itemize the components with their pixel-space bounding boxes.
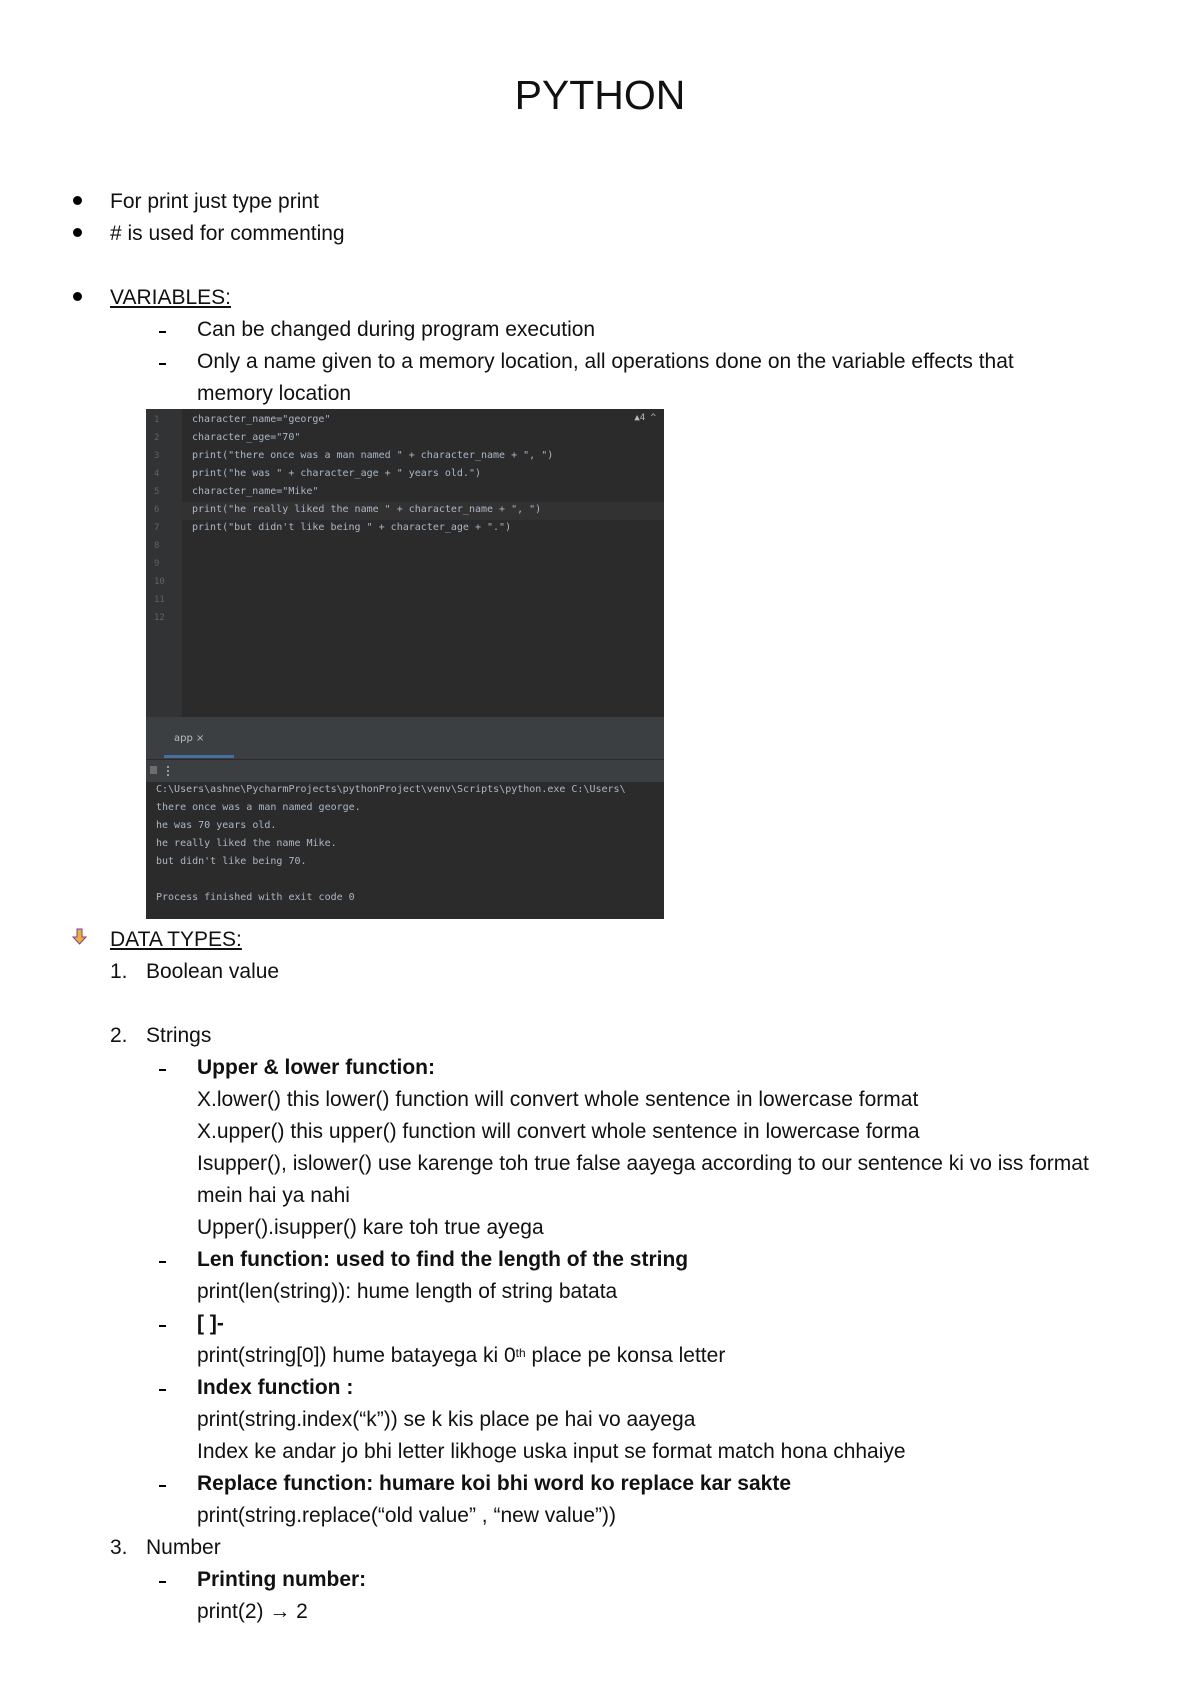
code-editor bbox=[146, 409, 664, 717]
bullet-dot bbox=[73, 228, 82, 237]
arrow-bullet-icon bbox=[72, 928, 92, 946]
dash-marker bbox=[159, 1325, 166, 1327]
run-toolbar-icons[interactable] bbox=[146, 760, 176, 780]
line-gutter bbox=[146, 409, 182, 717]
code-line: print("he really liked the name " + character_name + ", ") bbox=[192, 504, 542, 515]
dash-marker bbox=[159, 1261, 166, 1263]
upper-lower-heading: Upper & lower function: bbox=[197, 1056, 435, 1079]
len-heading: Len function: used to find the length of the string bbox=[197, 1248, 689, 1271]
run-console bbox=[146, 782, 664, 919]
code-line: character_age="70" bbox=[192, 432, 301, 443]
list-number: 2. bbox=[110, 1024, 128, 1047]
data-type-number: Number bbox=[146, 1536, 221, 1559]
line-number: 3 bbox=[154, 451, 160, 461]
code-line: print("but didn't like being " + character_age + ".") bbox=[192, 522, 512, 533]
console-line: C:\Users\ashne\PycharmProjects\pythonProject\venv\Scripts\python.exe C:\Users\ bbox=[156, 784, 626, 795]
variables-item-2: Only a name given to a memory location, all operations done on the variable effects that bbox=[197, 350, 1014, 373]
dash-marker bbox=[159, 363, 166, 365]
variables-item-2-cont: memory location bbox=[197, 382, 352, 405]
console-line: he really liked the name Mike. bbox=[156, 838, 337, 849]
code-line: print("there once was a man named " + character_name + ", ") bbox=[192, 450, 554, 461]
bracket-line-text: print(string[0]) hume batayega ki 0 bbox=[197, 1344, 516, 1367]
upper-lower-line: Upper().isupper() kare toh true ayega bbox=[197, 1216, 544, 1239]
line-number: 5 bbox=[154, 487, 160, 497]
upper-lower-line: Isupper(), islower() use karenge toh true false aayega according to our sentence ki vo iss format bbox=[197, 1152, 1089, 1175]
upper-lower-line: mein hai ya nahi bbox=[197, 1184, 350, 1207]
bracket-line-text-end: place pe konsa letter bbox=[525, 1344, 726, 1367]
replace-heading: Replace function: humare koi bhi word ko replace kar sakte bbox=[197, 1472, 792, 1495]
line-number: 11 bbox=[154, 595, 165, 605]
dash-marker bbox=[159, 1485, 166, 1487]
active-tab-indicator bbox=[164, 755, 234, 758]
list-number: 1. bbox=[110, 960, 128, 983]
index-heading: Index function : bbox=[197, 1376, 354, 1399]
line-number: 9 bbox=[154, 559, 160, 569]
stop-icon[interactable] bbox=[150, 766, 157, 774]
console-line: but didn't like being 70. bbox=[156, 856, 307, 867]
bullet-comment: # is used for commenting bbox=[110, 222, 345, 245]
warning-indicator[interactable]: ▲4 ^ bbox=[634, 413, 656, 423]
data-type-strings: Strings bbox=[146, 1024, 212, 1047]
code-line: character_name="george" bbox=[192, 414, 331, 425]
bullet-dot bbox=[73, 292, 82, 301]
dash-marker bbox=[159, 1581, 166, 1583]
code-line: character_name="Mike" bbox=[192, 486, 319, 497]
line-number: 7 bbox=[154, 523, 160, 533]
console-line: he was 70 years old. bbox=[156, 820, 277, 831]
code-line: print("he was " + character_age + " years old.") bbox=[192, 468, 481, 479]
list-number: 3. bbox=[110, 1536, 128, 1559]
run-tab-bar bbox=[146, 723, 664, 759]
index-line: print(string.index(“k”)) se k kis place pe hai vo aayega bbox=[197, 1408, 696, 1431]
bracket-line bbox=[197, 1344, 725, 1368]
line-number: 12 bbox=[154, 613, 165, 623]
line-number: 4 bbox=[154, 469, 160, 479]
variables-item-1: Can be changed during program execution bbox=[197, 318, 596, 341]
upper-lower-line: X.lower() this lower() function will convert whole sentence in lowercase format bbox=[197, 1088, 919, 1111]
bullet-print: For print just type print bbox=[110, 190, 319, 213]
ide-screenshot bbox=[146, 409, 664, 919]
more-icon[interactable] bbox=[167, 766, 169, 768]
upper-lower-line: X.upper() this upper() function will convert whole sentence in lowercase forma bbox=[197, 1120, 920, 1143]
data-type-boolean: Boolean value bbox=[146, 960, 280, 983]
printing-number-heading: Printing number: bbox=[197, 1568, 367, 1591]
ordinal-suffix: th bbox=[515, 1346, 526, 1360]
dash-marker bbox=[159, 331, 166, 333]
page-title: PYTHON bbox=[514, 72, 686, 118]
line-number: 1 bbox=[154, 415, 160, 425]
dash-marker bbox=[159, 1389, 166, 1391]
printing-number-line: print(2) → 2 bbox=[197, 1600, 308, 1623]
line-number: 10 bbox=[154, 577, 165, 587]
data-types-heading: DATA TYPES: bbox=[110, 928, 242, 951]
replace-line: print(string.replace(“old value” , “new value”)) bbox=[197, 1504, 616, 1527]
bullet-dot bbox=[73, 196, 82, 205]
console-line: Process finished with exit code 0 bbox=[156, 892, 355, 903]
run-tab-app[interactable]: app × bbox=[174, 733, 205, 744]
variables-heading: VARIABLES: bbox=[110, 286, 231, 309]
len-line: print(len(string)): hume length of string batata bbox=[197, 1280, 618, 1303]
line-number: 6 bbox=[154, 505, 160, 515]
bracket-heading: [ ]- bbox=[197, 1312, 224, 1335]
dash-marker bbox=[159, 1069, 166, 1071]
run-toolbar bbox=[146, 759, 664, 782]
index-line: Index ke andar jo bhi letter likhoge uska input se format match hona chhaiye bbox=[197, 1440, 906, 1463]
line-number: 8 bbox=[154, 541, 160, 551]
console-line: there once was a man named george. bbox=[156, 802, 361, 813]
line-number: 2 bbox=[154, 433, 160, 443]
